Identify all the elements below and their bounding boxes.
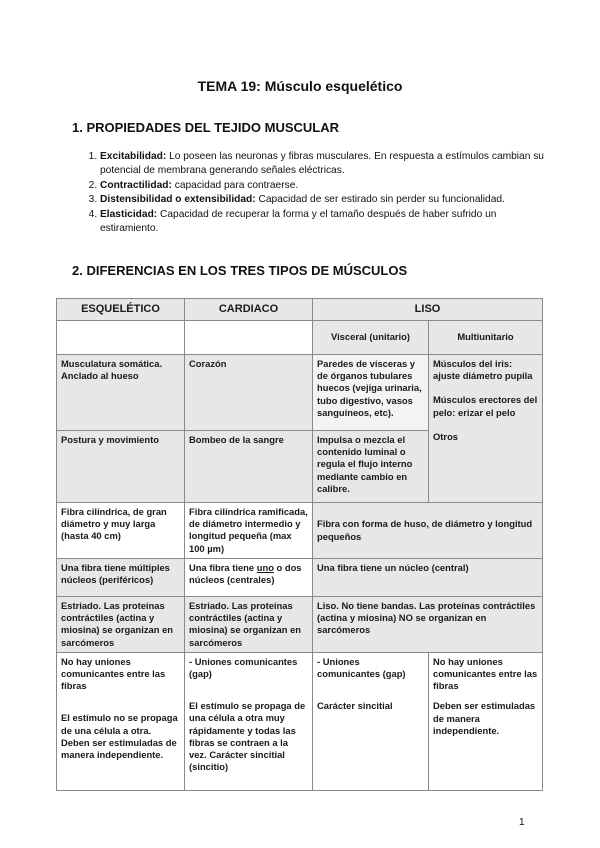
page-title: TEMA 19: Músculo esquelético: [197, 78, 403, 94]
cell-esq-location: Musculatura somática. Anclado al hueso: [57, 355, 185, 431]
header-cardiaco: CARDIACO: [185, 299, 313, 321]
table-subheader-row: [57, 321, 543, 355]
cell-liso-fiber: Fibra con forma de huso, de diámetro y longitud pequeños: [313, 503, 543, 559]
header-esqueletico: ESQUELÉTICO: [57, 299, 185, 321]
cell-car-striation: Estriado. Las proteínas contráctiles (actina y miosina) se organizan en sarcómeros: [185, 597, 313, 653]
cell-mul-junctions: [429, 652, 543, 790]
term: Contractilidad:: [100, 179, 172, 191]
properties-list: [82, 150, 550, 236]
empty-cell: [185, 321, 313, 355]
header-liso: LISO: [313, 299, 543, 321]
cell-vis-location: Paredes de vísceras y de órganos tubulares huecos (vejiga urinaria, tubo digestivo, vasos sanguíneos, etc).: [313, 355, 429, 431]
cell-esq-fiber: Fibra cilíndrica, de gran diámetro y muy larga (hasta 40 cm): [57, 503, 185, 559]
list-item: [100, 179, 550, 193]
cell-car-function: Bombeo de la sangre: [185, 431, 313, 503]
car-nuclei-underlined: uno: [256, 562, 274, 573]
vis-junctions-b: Carácter sincitial: [317, 700, 393, 712]
term: Elasticidad:: [100, 208, 158, 220]
definition: Capacidad de ser estirado sin perder su funcionalidad.: [258, 194, 505, 206]
cell-vis-function: Impulsa o mezcla el contenido luminal o regula el flujo interno mediante cambio en calibre.: [313, 431, 429, 503]
esq-junctions-b: El estímulo no se propaga de una célula a otra. Deben ser estimuladas de manera independiente.: [61, 712, 178, 761]
car-junctions-a: - Uniones comunicantes (gap): [189, 655, 298, 680]
cell-esq-nuclei: Una fibra tiene múltiples núcleos (periféricos): [57, 559, 185, 597]
mul-junctions-a: No hay uniones comunicantes entre las fibras: [433, 655, 538, 692]
cell-car-nuclei: [185, 559, 313, 597]
definition: Capacidad de recuperar la forma y el tamaño después de haber sufrido un estiramiento.: [100, 208, 497, 235]
term: Excitabilidad:: [100, 151, 167, 162]
mul-junctions-b: Deben ser estimuladas de manera independiente.: [433, 700, 536, 736]
empty-cell: [57, 321, 185, 355]
cell-esq-striation: Estriado. Las proteínas contráctiles (actina y miosina) se organizan en sarcómeros: [57, 597, 185, 653]
term: Distensibilidad o extensibilidad:: [100, 194, 256, 206]
page-number: 1: [519, 817, 525, 828]
car-nuclei-a: Una fibra tiene: [189, 562, 257, 573]
section-1-heading: 1. PROPIEDADES DEL TEJIDO MUSCULAR: [72, 120, 340, 135]
car-nuclei-b: o dos núcleos (centrales): [189, 562, 302, 586]
cell-esq-function: Postura y movimiento: [57, 431, 185, 503]
mul-iris: Músculos del iris: ajuste diámetro pupila: [433, 358, 533, 382]
table-row: [57, 503, 543, 559]
definition: capacidad para contraerse.: [174, 179, 299, 191]
cell-mul-location: [429, 355, 543, 503]
table-row: [57, 597, 543, 653]
cell-vis-junctions: [313, 652, 429, 790]
table-row: [57, 652, 543, 790]
mul-otros: Otros: [433, 430, 459, 442]
table-row: [57, 559, 543, 597]
cell-car-location: Corazón: [185, 355, 313, 431]
definition: Lo poseen las neuronas y fibras musculares. En respuesta a estímulos cambian su potencial de membrana generando señales eléctricas.: [100, 151, 544, 177]
section-2-heading: 2. DIFERENCIAS EN LOS TRES TIPOS DE MÚSCULOS: [72, 263, 408, 278]
cell-liso-striation: Liso. No tiene bandas. Las proteínas contráctiles (actina y miosina) NO se organizan en sarcómeros: [313, 597, 543, 653]
cell-car-fiber: Fibra cilíndrica ramificada, de diámetro intermedio y longitud pequeña (max 100 µm): [185, 503, 313, 559]
subheader-visceral: Visceral (unitario): [313, 321, 429, 355]
table-header-row: [57, 299, 543, 321]
vis-junctions-a: - Uniones comunicantes (gap): [317, 655, 406, 680]
list-item: [100, 208, 550, 237]
mul-erectores: Músculos erectores del pelo: erizar el pelo: [433, 394, 538, 418]
muscle-comparison-table: [56, 298, 543, 791]
subheader-multiunitario: Multiunitario: [429, 321, 543, 355]
car-junctions-b: El estímulo se propaga de una célula a otra muy rápidamente y todas las fibras se contraen a la vez. Carácter sincitial (sincitio): [189, 700, 306, 773]
list-item: [100, 193, 550, 207]
table-row: [57, 355, 543, 431]
cell-liso-nuclei: Una fibra tiene un núcleo (central): [313, 559, 543, 597]
cell-esq-junctions: [57, 652, 185, 790]
cell-car-junctions: [185, 652, 313, 790]
esq-junctions-a: No hay uniones comunicantes entre las fibras: [61, 655, 166, 692]
list-item: [100, 150, 550, 179]
